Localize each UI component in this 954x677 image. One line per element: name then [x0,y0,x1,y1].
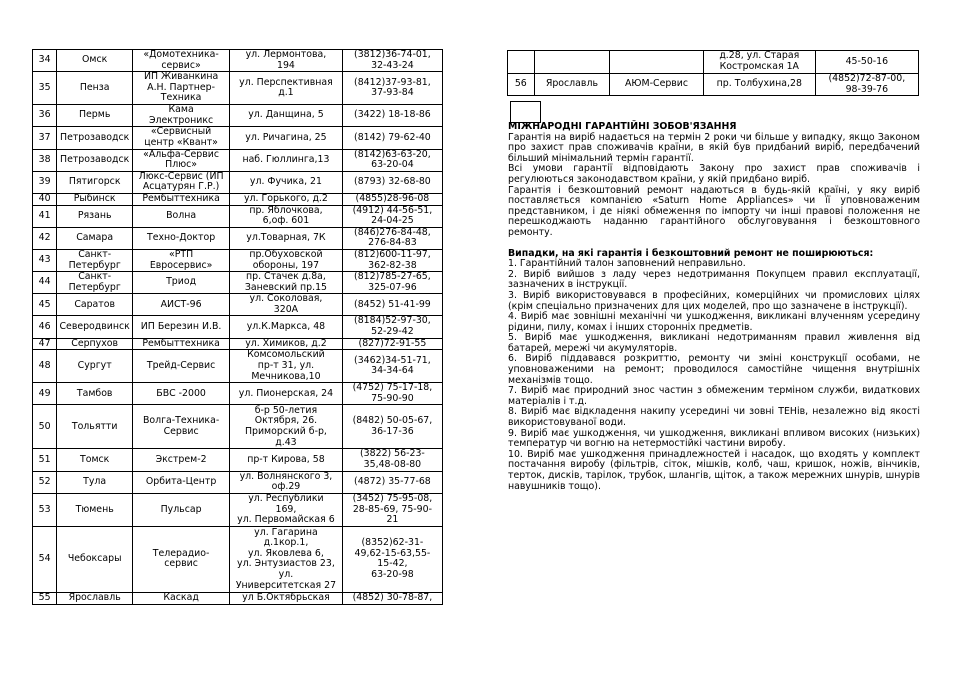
row-number-cell: 49 [33,383,57,405]
exclusion-item: 9. Виріб має ушкодження, чи ушкодження, викликані впливом високих (низьких) температур чи вогню на нетермостійкі частини виробу. [508,427,920,450]
row-number-cell: 53 [33,493,57,526]
row-number-cell: 41 [33,205,57,227]
service-name-cell: АЮМ-Сервис [610,74,704,96]
row-number-cell: 56 [508,74,535,96]
row-number-cell: 46 [33,316,57,338]
warranty-heading: МІЖНАРОДНІ ГАРАНТІЙНІ ЗОБОВ'ЯЗАННЯ [508,121,737,132]
exclusion-item: 5. Виріб має ушкодження, викликані недотриманням правил живлення від батарей, мережі чи акумуляторів. [508,332,920,354]
city-cell: Пятигорск [57,171,133,193]
city-cell: Саратов [57,294,133,316]
service-name-cell [610,51,704,74]
right-table-row [508,74,919,96]
left-table-row [33,272,443,294]
row-number-cell: 54 [33,526,57,592]
exclusion-item: 10. Виріб має ушкодження принадлежностей і насадок, що входять у комплект постачання виробу (фільтрів, сіток, мішків, колб, чаш, кришок, ножів, вінчиків, терток, дисків, тарілок, трубок, шлангів, щіток, а також мережних шнурів, шнурів навушників тощо). [508,448,920,492]
city-cell: Самара [57,227,133,249]
phone-cell: (3812)36-74-01, 32-43-24 [342,50,442,72]
address-cell: ул.Товарная, 7К [230,227,343,249]
row-number-cell: 37 [33,127,57,149]
row-number-cell: 43 [33,249,57,271]
address-cell: пр. Стачек д.8а, Заневский пр.15 [230,272,343,294]
address-cell: ул. Лермонтова, 194 [230,50,343,72]
left-table-row [33,72,443,105]
address-cell: пр-т Кирова, 58 [230,449,343,471]
phone-cell: (8482) 50-05-67, 36-17-36 [342,405,442,449]
address-cell: ул. Перспективная д.1 [230,72,343,105]
city-cell: Тюмень [57,493,133,526]
service-centers-table-left [32,49,443,605]
phone-cell: (8352)62-31- 49,62-15-63,55- 15-42, 63-20-98 [342,526,442,592]
left-table-row [33,316,443,338]
left-table-row [33,105,443,127]
warranty-section [508,122,920,492]
phone-cell: (3822) 56-23- 35,48-08-80 [342,449,442,471]
phone-cell: (827)72-91-55 [342,338,442,350]
address-cell: ул. Данщина, 5 [230,105,343,127]
left-table-row [33,171,443,193]
row-number-cell: 36 [33,105,57,127]
phone-cell: (4912) 44-56-51, 24-04-25 [342,205,442,227]
phone-cell: (8793) 32-68-80 [342,171,442,193]
service-name-cell: Телерадио- сервис [133,526,230,592]
row-number-cell: 50 [33,405,57,449]
row-number-cell: 45 [33,294,57,316]
empty-frame-box [510,101,541,123]
address-cell: ул Б.Октябрьская [230,592,343,604]
city-cell: Ярославль [57,592,133,604]
address-cell: б-р 50-летия Октября, 26. Приморский б-р, д.43 [230,405,343,449]
phone-cell: (3452) 75-95-08, 28-85-69, 75-90- 21 [342,493,442,526]
city-cell: Рыбинск [57,193,133,205]
phone-cell: (3422) 18-18-86 [342,105,442,127]
city-cell: Северодвинск [57,316,133,338]
row-number-cell: 39 [33,171,57,193]
address-cell: пр.Обуховской обороны, 197 [230,249,343,271]
address-cell: ул. Пионерская, 24 [230,383,343,405]
left-table-row [33,449,443,471]
warranty-paragraph: Гарантія і безкоштовний ремонт надаються в будь-якій країні, у яку виріб поставляється компанією «Saturn Home Appliances» чи її уповноваженим представником, і де ніякі обмеження по імпорту чи інші правові положення не перешкоджають наданню гарантійного обслуговування і безкоштовного ремонту. [508,184,920,238]
address-cell: ул. Республики 169, ул. Первомайская 6 [230,493,343,526]
left-table-row [33,127,443,149]
address-cell: ул. Химиков, д.2 [230,338,343,350]
left-table-row [33,592,443,604]
left-table-row [33,471,443,493]
exclusion-item: 2. Виріб вийшов з ладу через недотримання Покупцем правил експлуатації, зазначених в інструкції. [508,268,920,291]
service-name-cell: Волга-Техника- Сервис [133,405,230,449]
warranty-paragraph: Гарантія на виріб надається на термін 2 роки чи більше у випадку, якщо Законом про захист прав споживачів країни, в якій був придбаний виріб, передбачений більший мінімальний термін гарантії. [508,131,920,164]
city-cell [534,51,610,74]
warranty-paragraph: Всі умови гарантії відповідають Закону про захист прав споживачів і регулюються законодавством країни, у якій придбано виріб. [508,163,920,185]
phone-cell: (8412)37-93-81, 37-93-84 [342,72,442,105]
city-cell: Сургут [57,350,133,383]
row-number-cell: 52 [33,471,57,493]
left-table-row [33,205,443,227]
address-cell: ул. Гагарина д.1кор.1, ул. Яковлева 6, ул. Энтузиастов 23, ул. Университетская 27 [230,526,343,592]
phone-cell: (3462)34-51-71, 34-34-64 [342,350,442,383]
phone-cell: (812)600-11-97, 362-82-38 [342,249,442,271]
phone-cell: (4855)28-96-08 [342,193,442,205]
address-cell: пр. Яблочкова, 6,оф. 601 [230,205,343,227]
exclusions-list [508,259,920,492]
service-centers-table-right [507,50,919,96]
service-name-cell: «Сервисный центр «Квант» [133,127,230,149]
city-cell: Чебоксары [57,526,133,592]
phone-cell: (4872) 35-77-68 [342,471,442,493]
city-cell: Омск [57,50,133,72]
address-cell: пр. Толбухина,28 [703,74,815,96]
row-number-cell: 34 [33,50,57,72]
service-name-cell: ИП Березин И.В. [133,316,230,338]
exclusion-item: 1. Гарантійний талон заповнений неправильно. [508,258,746,270]
row-number-cell: 47 [33,338,57,350]
address-cell: ул. Горького, д.2 [230,193,343,205]
service-name-cell: ИП Живанкина А.Н. Партнер- Техника [133,72,230,105]
exclusion-item: 8. Виріб має відкладення накипу усередині чи зовні ТЕНів, незалежно від якості використовуваної води. [508,406,920,429]
left-table-row [33,249,443,271]
service-name-cell: Техно-Доктор [133,227,230,249]
city-cell: Пермь [57,105,133,127]
exclusions-heading: Випадки, на які гарантія і безкоштовний ремонт не поширюються: [508,247,874,259]
address-cell: ул. Фучика, 21 [230,171,343,193]
service-name-cell: Рембыттехника [133,338,230,350]
phone-cell: (846)276-84-48, 276-84-83 [342,227,442,249]
phone-cell: (4852)72-87-00, 98-39-76 [815,74,918,96]
exclusion-item: 4. Виріб має зовнішні механічні чи ушкодження, викликані влученням усередину рідини, пилу, комах і інших сторонніх предметів. [508,311,920,333]
phone-cell: (4752) 75-17-18, 75-90-90 [342,383,442,405]
service-name-cell: Экстрем-2 [133,449,230,471]
address-cell: ул. Волнянского 3, оф.29 [230,471,343,493]
left-table-row [33,405,443,449]
service-name-cell: БВС -2000 [133,383,230,405]
right-table-row [508,51,919,74]
row-number-cell: 44 [33,272,57,294]
phone-cell: (8142)63-63-20, 63-20-04 [342,149,442,171]
phone-cell: (8452) 51-41-99 [342,294,442,316]
city-cell: Ярославль [534,74,610,96]
city-cell: Пенза [57,72,133,105]
city-cell: Санкт- Петербург [57,249,133,271]
left-table-row [33,294,443,316]
address-cell: ул.К.Маркса, 48 [230,316,343,338]
row-number-cell: 40 [33,193,57,205]
city-cell: Серпухов [57,338,133,350]
city-cell: Петрозаводск [57,149,133,171]
row-number-cell: 38 [33,149,57,171]
exclusion-item: 7. Виріб має природний знос частин з обмеженим терміном служби, видаткових матеріалів і т.д. [508,385,920,407]
address-cell: ул. Соколовая, 320А [230,294,343,316]
left-table-row [33,526,443,592]
service-name-cell: Каскад [133,592,230,604]
service-name-cell: Рембыттехника [133,193,230,205]
phone-cell: (812)785-27-65, 325-07-96 [342,272,442,294]
address-cell: д.28, ул. Старая Костромская 1А [703,51,815,74]
service-name-cell: АИСТ-96 [133,294,230,316]
left-table-row [33,50,443,72]
service-name-cell: «Домотехника- сервис» [133,50,230,72]
service-name-cell: Кама Электроникс [133,105,230,127]
city-cell: Тольятти [57,405,133,449]
exclusion-item: 6. Виріб піддавався розкриттю, ремонту чи зміні конструкції особами, не уповноваженими на ремонт; проводилося самостійне чищення внутрішніх механізмів тощо. [508,353,920,386]
city-cell: Рязань [57,205,133,227]
row-number-cell: 48 [33,350,57,383]
service-name-cell: Трейд-Сервис [133,350,230,383]
address-cell: Комсомольский пр-т 31, ул. Мечникова,10 [230,350,343,383]
city-cell: Тамбов [57,383,133,405]
left-table-row [33,149,443,171]
phone-cell: (8142) 79-62-40 [342,127,442,149]
service-name-cell: Пульсар [133,493,230,526]
phone-cell: (8184)52-97-30, 52-29-42 [342,316,442,338]
service-name-cell: Волна [133,205,230,227]
row-number-cell [508,51,535,74]
city-cell: Петрозаводск [57,127,133,149]
service-name-cell: Люкс-Сервис (ИП Асцатурян Г.Р.) [133,171,230,193]
service-name-cell: «РТП Евросервис» [133,249,230,271]
phone-cell: 45-50-16 [815,51,918,74]
row-number-cell: 42 [33,227,57,249]
row-number-cell: 35 [33,72,57,105]
left-table-row [33,338,443,350]
address-cell: наб. Гюллинга,13 [230,149,343,171]
city-cell: Томск [57,449,133,471]
service-name-cell: Орбита-Центр [133,471,230,493]
left-table-row [33,350,443,383]
address-cell: ул. Ричагина, 25 [230,127,343,149]
phone-cell: (4852) 30-78-87, [342,592,442,604]
exclusion-item: 3. Виріб використовувався в професійних, комерційних чи промислових цілях (крім спеціально призначених для цих моделей, про що зазначене в інструкції). [508,289,920,312]
city-cell: Тула [57,471,133,493]
left-table-row [33,193,443,205]
service-name-cell: Триод [133,272,230,294]
left-table-row [33,383,443,405]
left-table-row [33,493,443,526]
service-name-cell: «Альфа-Сервис Плюс» [133,149,230,171]
row-number-cell: 55 [33,592,57,604]
row-number-cell: 51 [33,449,57,471]
left-table-row [33,227,443,249]
city-cell: Санкт- Петербург [57,272,133,294]
